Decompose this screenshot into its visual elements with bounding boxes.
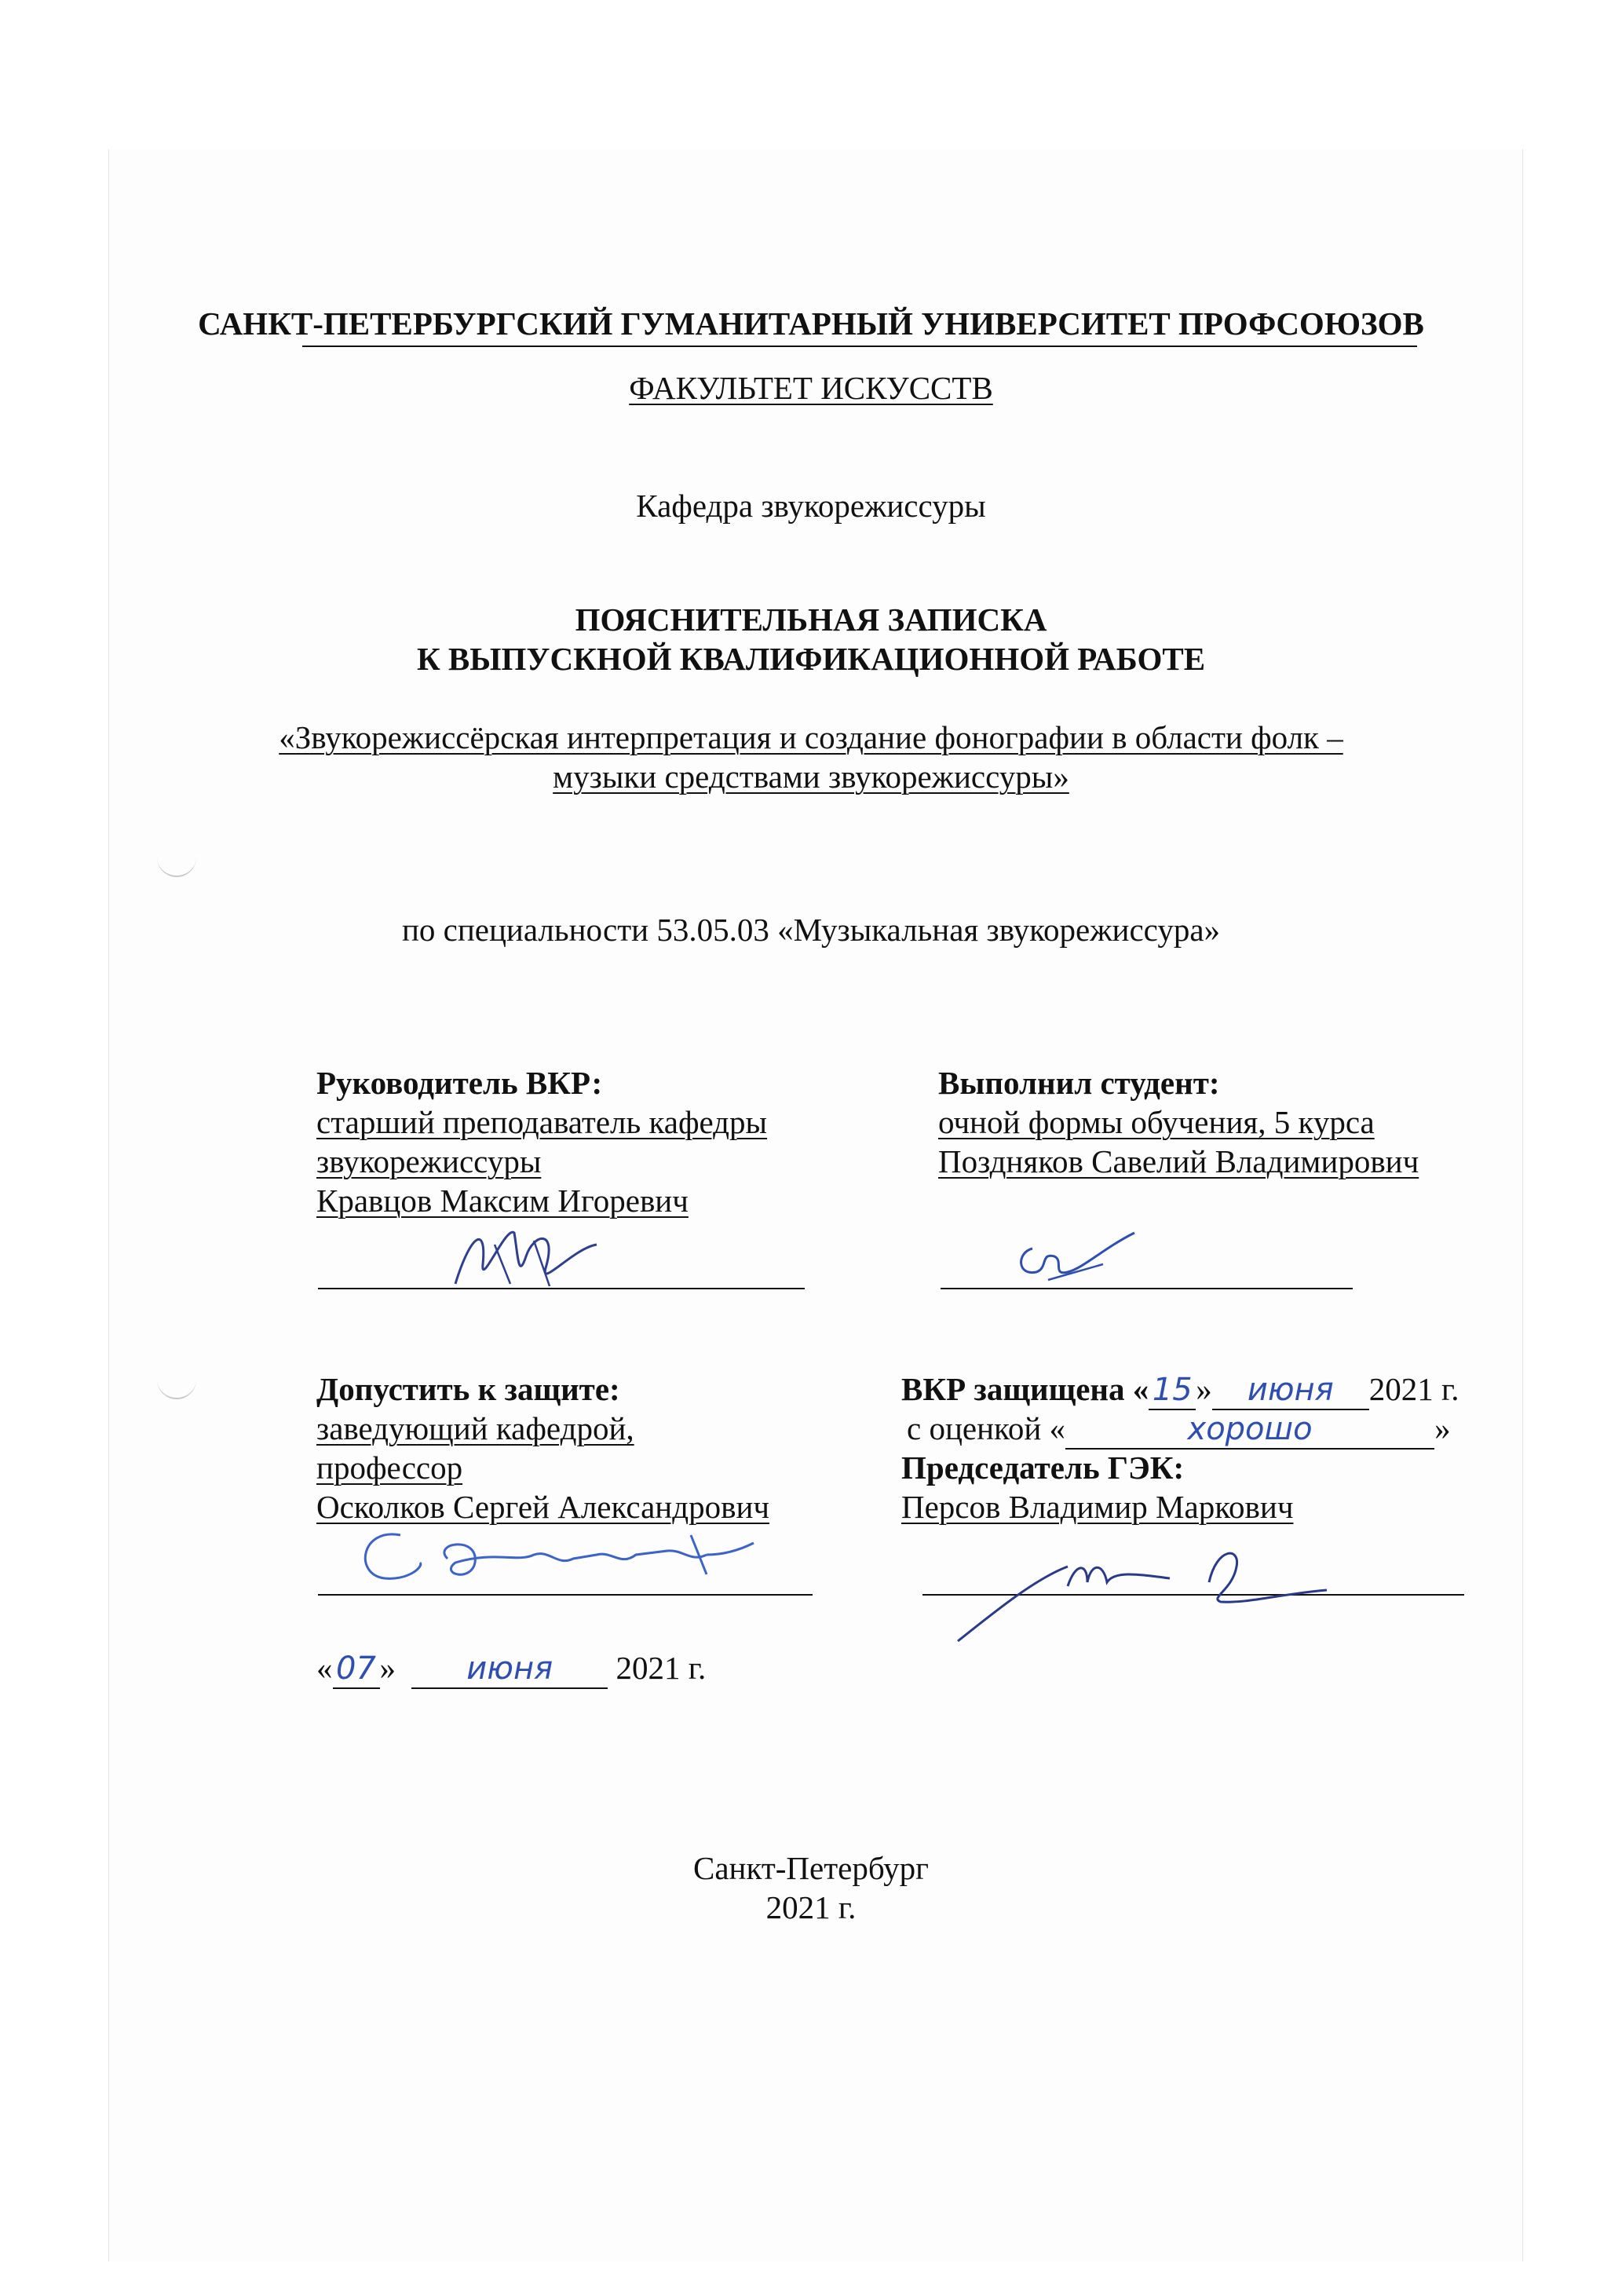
chair-signature [950,1539,1343,1649]
specialty: по специальности 53.05.03 «Музыкальная звукорежиссура» [401,912,1221,948]
admission-name: Осколков Сергей Александрович [316,1489,770,1525]
defense-month: июня [1212,1370,1369,1410]
footer-year: 2021 г. [765,1889,857,1925]
university-underline [302,345,1417,347]
defense-heading: ВКР защищена « [901,1371,1149,1407]
admission-date-close: » [379,1650,396,1686]
admission-heading: Допустить к защите: [316,1371,620,1407]
supervisor-heading: Руководитель ВКР: [316,1065,603,1101]
student-heading: Выполнил студент: [938,1065,1220,1101]
faculty-name: ФАКУЛЬТЕТ ИСКУССТВ [629,370,993,406]
supervisor-position-line1: старший преподаватель кафедры [316,1104,768,1140]
student-signature [1009,1225,1142,1288]
admission-date-month: июня [411,1649,608,1689]
department-name: Кафедра звукорежиссуры [636,488,986,524]
document-title-line2: К ВЫПУСКНОЙ КВАЛИФИКАЦИОННОЙ РАБОТЕ [416,641,1206,677]
chair-heading: Председатель ГЭК: [901,1450,1185,1486]
supervisor-signature [440,1209,612,1296]
footer-city: Санкт-Петербург [693,1850,929,1886]
defense-day: 15 [1149,1370,1196,1410]
defense-grade [907,1409,1451,1450]
university-name: САНКТ-ПЕТЕРБУРГСКИЙ ГУМАНИТАРНЫЙ УНИВЕРСИТЕТ ПРОФСОЮЗОВ [198,305,1424,342]
admission-signature-line [318,1594,813,1596]
document-title-line1: ПОЯСНИТЕЛЬНАЯ ЗАПИСКА [575,601,1047,638]
admission-position-line1: заведующий кафедрой, [316,1410,634,1446]
supervisor-name: Кравцов Максим Игоревич [316,1183,689,1219]
defense-grade-suffix: » [1434,1410,1451,1446]
defense-date [901,1370,1459,1410]
defense-year: 2021 г. [1368,1371,1459,1407]
defense-close-quote: » [1196,1371,1212,1407]
admission-position-line2: профессор [316,1450,463,1486]
chair-name: Персов Владимир Маркович [901,1489,1294,1525]
admission-date [316,1649,706,1689]
defense-grade-value: хорошо [1065,1409,1434,1450]
admission-date-open: « [316,1650,333,1686]
topic-line1: «Звукорежиссёрская интерпретация и создание фонографии в области фолк – [279,719,1343,755]
student-name: Поздняков Савелий Владимирович [938,1143,1419,1179]
topic-line2: музыки средствами звукорежиссуры» [553,759,1069,795]
student-signature-line [941,1288,1353,1289]
admission-date-year: 2021 г. [616,1650,707,1686]
supervisor-position-line2: звукорежиссуры [316,1143,542,1179]
student-info: очной формы обучения, 5 курса [938,1104,1375,1140]
admission-date-day: 07 [333,1649,380,1689]
admission-signature [338,1519,762,1594]
defense-grade-prefix: с оценкой « [907,1410,1066,1446]
